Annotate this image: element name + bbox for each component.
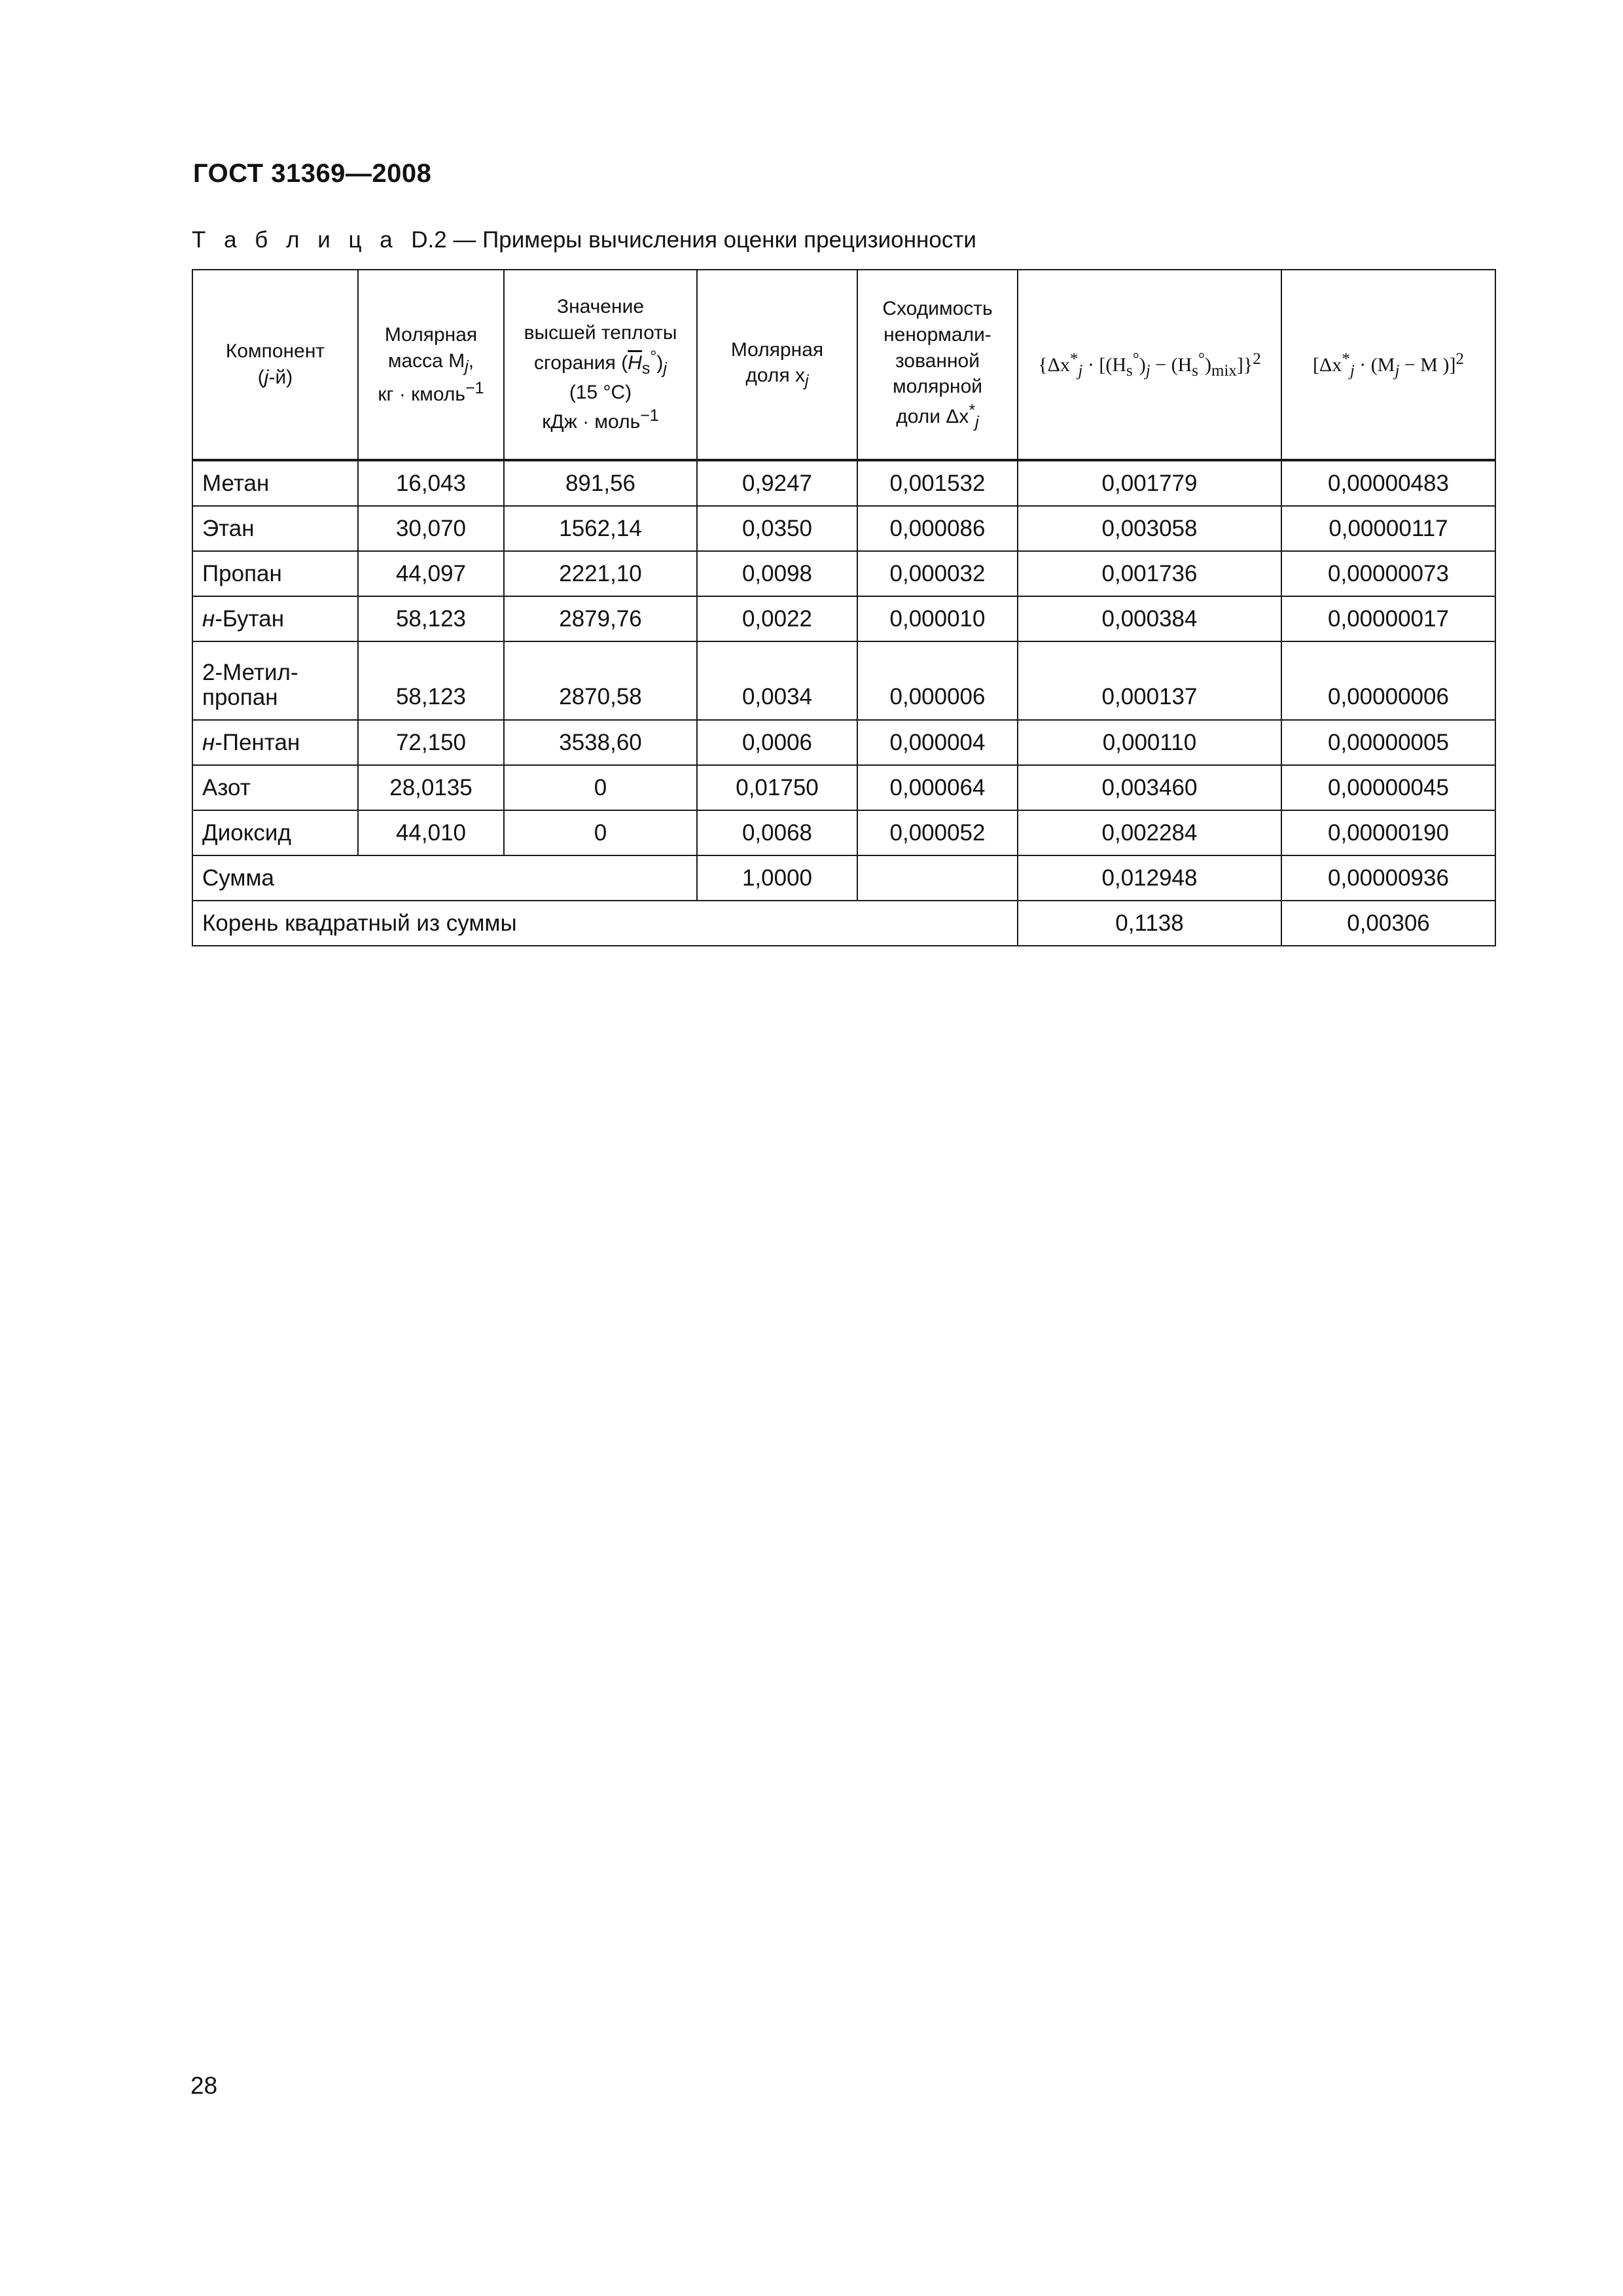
header-heat-of-combustion: Значение высшей теплоты сгорания $(\overline{H}_s^\circ)_j$ (15 °С) кДж · моль$^{-1}$ [504, 270, 697, 460]
sqrt-label: Корень квадратный из суммы [192, 901, 1018, 946]
cell-heat-term: 0,002284 [1018, 810, 1281, 855]
sqrt-heat-term: 0,1138 [1018, 901, 1281, 946]
sqrt-mass-term: 0,00306 [1281, 901, 1495, 946]
cell-molar-mass: 44,097 [358, 551, 504, 596]
cell-component: н-Бутан [192, 596, 358, 641]
cell-repeatability: 0,000004 [857, 720, 1018, 765]
header-mole-fraction: Молярная доля $x_j$ [697, 270, 857, 460]
sum-row [192, 855, 1495, 901]
caption-title: Примеры вычисления оценки прецизионности [482, 227, 976, 253]
cell-mass-term: 0,00000190 [1281, 810, 1495, 855]
cell-mass-term: 0,00000005 [1281, 720, 1495, 765]
cell-mole-fraction: 0,0068 [697, 810, 857, 855]
caption-number: D.2 [411, 227, 447, 253]
cell-repeatability: 0,000010 [857, 596, 1018, 641]
page-number: 28 [190, 2072, 218, 2099]
cell-heat: 891,56 [504, 460, 697, 506]
cell-heat: 0 [504, 765, 697, 810]
cell-mole-fraction: 0,01750 [697, 765, 857, 810]
cell-mole-fraction: 0,0022 [697, 596, 857, 641]
cell-heat-term: 0,003460 [1018, 765, 1281, 810]
header-repeatability: Сходимость ненормали- зованной молярной доли $\Delta x^*_j$ [857, 270, 1018, 460]
cell-heat-term: 0,001779 [1018, 460, 1281, 506]
cell-mass-term: 0,00000006 [1281, 641, 1495, 720]
cell-molar-mass: 58,123 [358, 641, 504, 720]
cell-component: 2-Метил- пропан [192, 641, 358, 720]
cell-heat-term: 0,000384 [1018, 596, 1281, 641]
cell-repeatability: 0,000052 [857, 810, 1018, 855]
table-row [192, 460, 1495, 506]
sum-mass-term: 0,00000936 [1281, 855, 1495, 901]
cell-component: Диоксид [192, 810, 358, 855]
cell-repeatability: 0,000064 [857, 765, 1018, 810]
cell-repeatability: 0,000032 [857, 551, 1018, 596]
cell-mass-term: 0,00000045 [1281, 765, 1495, 810]
cell-heat: 3538,60 [504, 720, 697, 765]
document-code: ГОСТ 31369—2008 [193, 159, 432, 188]
cell-component: Метан [192, 460, 358, 506]
cell-component: Пропан [192, 551, 358, 596]
cell-molar-mass: 16,043 [358, 460, 504, 506]
cell-repeatability: 0,001532 [857, 460, 1018, 506]
cell-repeatability: 0,000006 [857, 641, 1018, 720]
cell-molar-mass: 72,150 [358, 720, 504, 765]
table-row [192, 506, 1495, 551]
cell-heat: 1562,14 [504, 506, 697, 551]
cell-mass-term: 0,00000017 [1281, 596, 1495, 641]
cell-heat-term: 0,000137 [1018, 641, 1281, 720]
heat-term-formula: $\{\Delta x^*_j \cdot [(H_s^\circ)_j - (H_s^\circ)_{mix}]\}^2$ [1038, 350, 1261, 380]
table-caption [192, 227, 976, 253]
cell-molar-mass: 30,070 [358, 506, 504, 551]
cell-heat: 2870,58 [504, 641, 697, 720]
cell-repeatability: 0,000086 [857, 506, 1018, 551]
cell-mole-fraction: 0,9247 [697, 460, 857, 506]
table-row [192, 810, 1495, 855]
sum-mole-fraction: 1,0000 [697, 855, 857, 901]
table-row [192, 765, 1495, 810]
cell-mole-fraction: 0,0034 [697, 641, 857, 720]
sum-repeatability-empty [857, 855, 1018, 901]
table-row [192, 596, 1495, 641]
sum-label: Сумма [192, 855, 697, 901]
table-row [192, 720, 1495, 765]
mass-term-formula: [$\Delta x^*_j \cdot (M_j - M$ )]$^2$ [1313, 350, 1464, 380]
header-molar-mass: Молярная масса $M_j$, кг · кмоль$^{-1}$ [358, 270, 504, 460]
cell-heat: 2879,76 [504, 596, 697, 641]
cell-molar-mass: 28,0135 [358, 765, 504, 810]
cell-component: н-Пентан [192, 720, 358, 765]
table-row [192, 641, 1495, 720]
cell-mass-term: 0,00000073 [1281, 551, 1495, 596]
cell-molar-mass: 44,010 [358, 810, 504, 855]
cell-mole-fraction: 0,0350 [697, 506, 857, 551]
cell-molar-mass: 58,123 [358, 596, 504, 641]
table-row [192, 551, 1495, 596]
sum-heat-term: 0,012948 [1018, 855, 1281, 901]
cell-component: Этан [192, 506, 358, 551]
cell-heat: 0 [504, 810, 697, 855]
sqrt-row [192, 901, 1495, 946]
cell-heat: 2221,10 [504, 551, 697, 596]
precision-table [192, 269, 1496, 946]
cell-mole-fraction: 0,0098 [697, 551, 857, 596]
cell-component: Азот [192, 765, 358, 810]
header-heat-deviation-term [1018, 270, 1281, 460]
cell-heat-term: 0,003058 [1018, 506, 1281, 551]
caption-label: Т а б л и ц а [192, 227, 399, 253]
cell-mole-fraction: 0,0006 [697, 720, 857, 765]
cell-heat-term: 0,000110 [1018, 720, 1281, 765]
cell-mass-term: 0,00000117 [1281, 506, 1495, 551]
cell-mass-term: 0,00000483 [1281, 460, 1495, 506]
caption-dash: — [453, 227, 476, 253]
cell-heat-term: 0,001736 [1018, 551, 1281, 596]
table-header-row [192, 270, 1495, 460]
header-mass-deviation-term [1281, 270, 1495, 460]
header-component: Компонент (j-й) [192, 270, 358, 460]
